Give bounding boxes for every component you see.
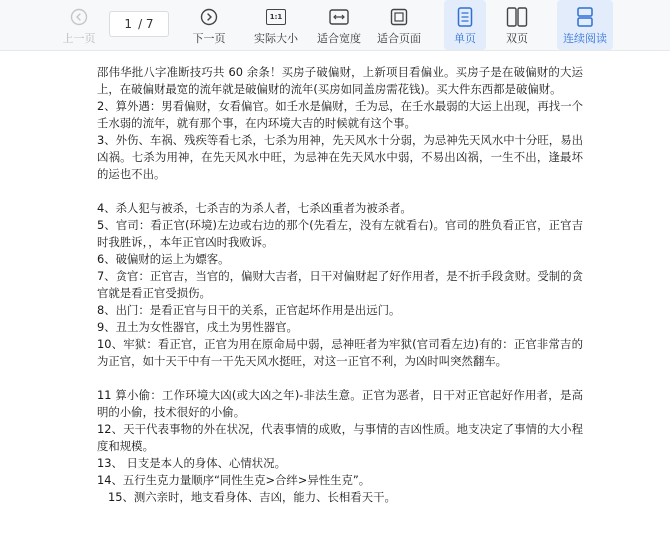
prev-page-button[interactable] <box>58 0 100 50</box>
single-page-icon <box>457 7 473 27</box>
chevron-left-circle-icon <box>70 7 88 27</box>
continuous-reading-label: 连续阅读 <box>563 32 607 45</box>
chevron-right-circle-icon <box>200 7 218 27</box>
continuous-reading-icon <box>576 7 594 27</box>
doc-paragraph-10: 10、牢狱：看正官，正官为用在原命局中弱，忌神旺者为牢狱(官司看左边)有的：正官非常吉的为正官，如十天干中有一干先天风水挺旺，对这一正官不利，为凶时叫突然翻车。 <box>97 337 583 368</box>
doc-paragraph-13: 13、 日支是本人的身体、心情状况。 <box>97 456 286 470</box>
continuous-reading-button[interactable] <box>557 0 613 50</box>
doc-paragraph-12: 12、天干代表事物的外在状况，代表事情的成败，与事情的吉凶性质。地支决定了事情的大小程度和规模。 <box>97 422 583 453</box>
fit-page-button[interactable] <box>373 0 425 50</box>
next-page-label: 下一页 <box>192 32 226 45</box>
page-number-field[interactable] <box>109 11 169 37</box>
doc-paragraph-9: 9、丑土为女性器官，戌土为男性器官。 <box>97 320 298 334</box>
doc-paragraph-8: 8、出门：是看正官与日干的关系，正官起坏作用是出远门。 <box>97 303 401 317</box>
actual-size-label: 实际大小 <box>254 32 298 45</box>
paragraph-gap <box>97 370 583 387</box>
double-page-label: 双页 <box>506 32 528 45</box>
page-total: / 7 <box>138 17 154 31</box>
doc-paragraph-11: 11 算小偷：工作环境大凶(或大凶之年)-非法生意。正官为恶者，日干对正官起好作用者，是高明的小偷，技术很好的小偷。 <box>97 388 583 419</box>
double-page-icon <box>506 7 528 27</box>
actual-size-button[interactable] <box>250 0 302 50</box>
single-page-button[interactable] <box>444 0 486 50</box>
doc-paragraph-4: 4、杀人犯与被杀，七杀吉的为杀人者，七杀凶重者为被杀者。 <box>97 201 412 215</box>
next-page-button[interactable] <box>188 0 230 50</box>
doc-paragraph-5: 5、官司：看正官(环境)左边或右边的那个(先看左，没有左就看右)。官司的胜负看正官，正官吉时我胜诉，，本年正官凶时我败诉。 <box>97 218 583 249</box>
actual-size-icon: 1:1 <box>266 7 286 27</box>
fit-page-label: 适合页面 <box>377 32 421 45</box>
viewer-toolbar <box>0 0 670 51</box>
fit-width-button[interactable] <box>313 0 365 50</box>
page-input[interactable]: 1 <box>124 17 133 31</box>
prev-page-label: 上一页 <box>62 32 96 45</box>
document-page <box>97 64 583 506</box>
doc-paragraph-intro: 邵伟华批八字准断技巧共 60 余条！买房子破偏财，上新项目看偏业。买房子是在破偏财的大运上，在破偏财最宽的流年就是破偏财的流年(买房如同盖房需花钱)。买大件东西都是破偏财。 <box>97 65 583 96</box>
fit-width-label: 适合宽度 <box>317 32 361 45</box>
doc-paragraph-7: 7、贪官：正官吉，当官的，偏财大吉者，日干对偏财起了好作用者，是不折手段贪财。受制的贪官就是看正官受损伤。 <box>97 269 583 300</box>
fit-width-icon <box>329 7 349 27</box>
doc-paragraph-14: 14、五行生克力量顺序“同性生克>合绊>异性生克”。 <box>97 473 371 487</box>
doc-paragraph-6: 6、破偏财的运上为嫖客。 <box>97 252 230 266</box>
doc-paragraph-15: 15、测六亲时，地支看身体、吉凶，能力、长相看天干。 <box>108 490 396 504</box>
double-page-button[interactable] <box>496 0 538 50</box>
single-page-label: 单页 <box>454 32 476 45</box>
paragraph-gap <box>97 183 583 200</box>
doc-paragraph-3: 3、外伤、车祸、残疾等看七杀，七杀为用神，先天风水十分弱，为忌神先天风水中十分旺，易出凶祸。七杀为用神，在先天风水中旺，为忌神在先天风水中弱，不易出凶祸，一生不出，逢最坏的运也不出。 <box>97 133 583 181</box>
fit-page-icon <box>390 7 408 27</box>
doc-paragraph-2: 2、算外遇：男看偏财，女看偏官。如壬水是偏财，壬为忌，在壬水最弱的大运上出现，再找一个壬水弱的流年，就有那个事，在内环境大吉的时候就有这个事。 <box>97 99 583 130</box>
